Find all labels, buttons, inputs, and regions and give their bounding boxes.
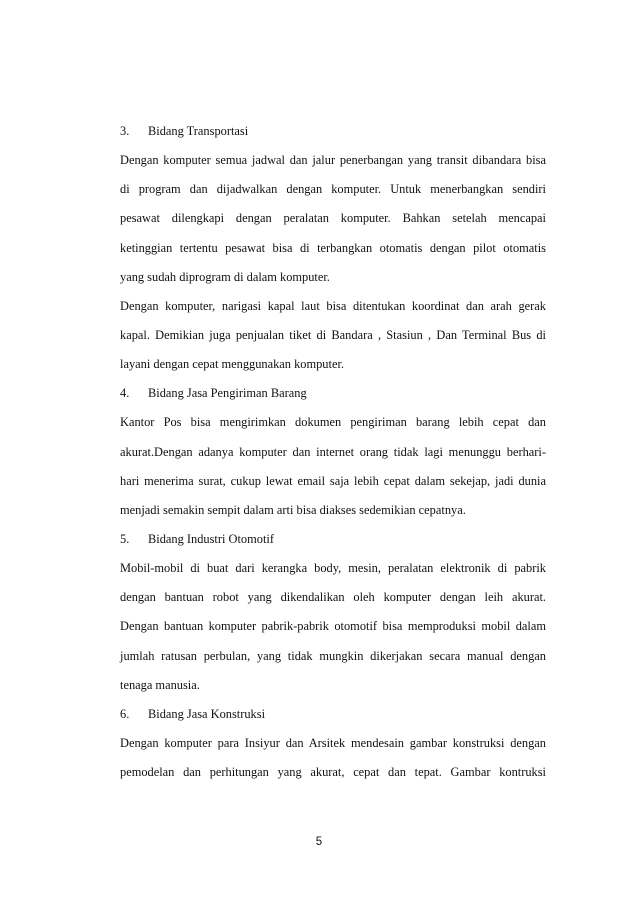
paragraph-line: layani dengan cepat menggunakan komputer. <box>120 357 344 372</box>
section-heading <box>120 379 546 408</box>
paragraph-line: kapal. Demikian juga penjualan tiket di Bandara , Stasiun , Dan Terminal Bus di <box>120 327 546 342</box>
section-title: Bidang Industri Otomotif <box>148 531 274 546</box>
section-number: 6. <box>120 706 130 721</box>
paragraph-line: dengan bantuan robot yang dikendalikan oleh komputer dengan leih akurat. <box>120 590 546 605</box>
paragraph-line: Dengan komputer, narigasi kapal laut bisa ditentukan koordinat dan arah gerak <box>120 298 546 313</box>
paragraph-line: hari menerima surat, cukup lewat email saja lebih cepat dalam sekejap, jadi dunia <box>120 473 546 488</box>
paragraph-line: di program dan dijadwalkan dengan komputer. Untuk menerbangkan sendiri <box>120 182 546 197</box>
paragraph-line: akurat.Dengan adanya komputer dan internet orang tidak lagi menunggu berhari- <box>120 444 546 459</box>
section-heading <box>120 117 546 146</box>
paragraph-line: pesawat dilengkapi dengan peralatan komputer. Bahkan setelah mencapai <box>120 211 546 226</box>
page-number: 5 <box>315 836 323 848</box>
paragraph-line: yang sudah diprogram di dalam komputer. <box>120 269 330 284</box>
paragraph-line: tenaga manusia. <box>120 677 200 692</box>
paragraph-line: jumlah ratusan perbulan, yang tidak mungkin dikerjakan secara manual dengan <box>120 648 546 663</box>
section-number: 3. <box>120 124 130 138</box>
paragraph-line: Dengan komputer para Insiyur dan Arsitek mendesain gambar konstruksi dengan <box>120 735 546 750</box>
paragraph-line: menjadi semakin sempit dalam arti bisa diakses sedemikian cepatnya. <box>120 502 466 517</box>
paragraph-line: Dengan bantuan komputer pabrik-pabrik otomotif bisa memproduksi mobil dalam <box>120 619 546 634</box>
paragraph-line: Mobil-mobil di buat dari kerangka body, mesin, peralatan elektronik di pabrik <box>120 561 546 576</box>
section-heading <box>120 700 546 729</box>
paragraph-line: ketinggian tertentu pesawat bisa di terbangkan otomatis dengan pilot otomatis <box>120 240 546 255</box>
paragraph-line: pemodelan dan perhitungan yang akurat, cepat dan tepat. Gambar kontruksi <box>120 765 546 780</box>
paragraph-line: Dengan komputer semua jadwal dan jalur penerbangan yang transit dibandara bisa <box>120 153 546 168</box>
section-title: Bidang Transportasi <box>148 124 249 138</box>
section-number: 4. <box>120 386 130 401</box>
section-title: Bidang Jasa Konstruksi <box>148 706 266 721</box>
section-number: 5. <box>120 531 130 546</box>
section-heading <box>120 525 546 554</box>
document-body <box>120 117 546 787</box>
paragraph-line: Kantor Pos bisa mengirimkan dokumen pengiriman barang lebih cepat dan <box>120 415 546 430</box>
section-title: Bidang Jasa Pengiriman Barang <box>148 386 307 401</box>
